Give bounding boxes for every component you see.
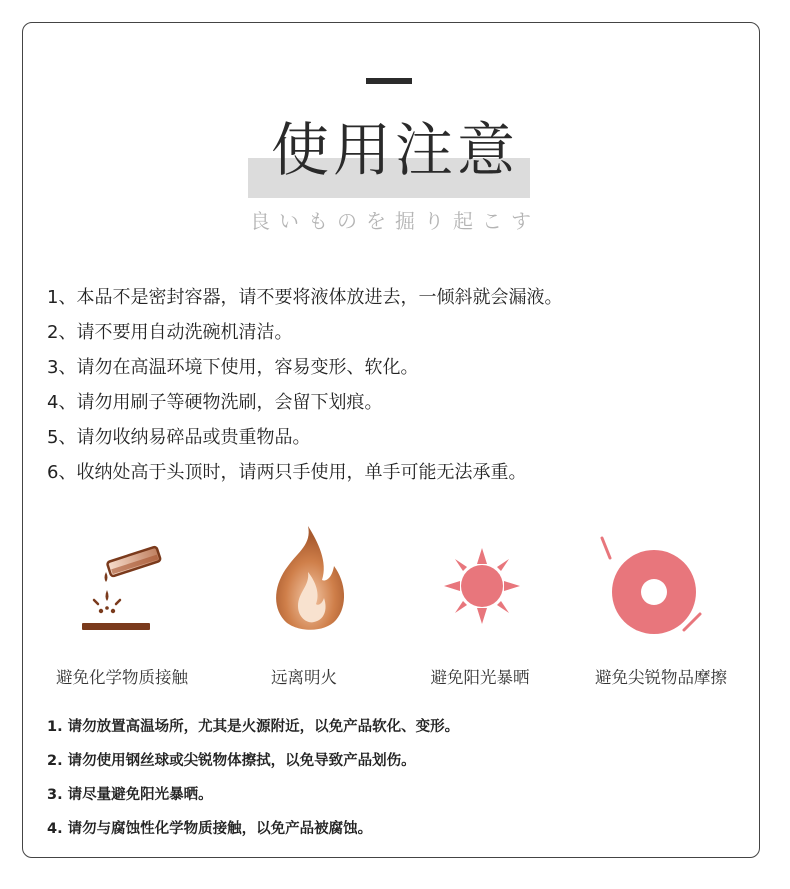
note-item: 2. 请勿使用钢丝球或尖锐物体擦拭，以免导致产品划伤。 [47, 753, 416, 769]
sun-icon [442, 546, 522, 626]
chemical-pour-icon [76, 540, 166, 635]
icon-label-fire: 远离明火 [271, 668, 337, 687]
rule-item: 4、请勿用刷子等硬物洗刷，会留下划痕。 [47, 392, 383, 413]
sharp-ring-icon [596, 534, 708, 638]
icon-label-sharp: 避免尖锐物品摩擦 [595, 668, 727, 687]
note-item: 4. 请勿与腐蚀性化学物质接触，以免产品被腐蚀。 [47, 821, 373, 837]
page-title: 使用注意 [270, 116, 519, 184]
icon-label-sun: 避免阳光暴晒 [430, 668, 530, 687]
rule-item: 5、请勿收纳易碎品或贵重物品。 [47, 427, 311, 448]
rule-item: 2、请不要用自动洗碗机清洁。 [47, 322, 293, 343]
rule-item: 6、收纳处高于头顶时，请两只手使用，单手可能无法承重。 [47, 462, 527, 483]
rule-item: 3、请勿在高温环境下使用，容易变形、软化。 [47, 357, 419, 378]
note-item: 3. 请尽量避免阳光暴晒。 [47, 787, 213, 803]
flame-icon [268, 522, 350, 634]
usage-rules-list [47, 280, 562, 490]
note-item: 1. 请勿放置高温场所，尤其是火源附近，以免产品软化、变形。 [47, 719, 460, 735]
icon-label-chemical: 避免化学物质接触 [56, 668, 188, 687]
page-subtitle: 良いものを掘り起こす [250, 209, 540, 233]
care-notes-list [47, 710, 459, 846]
rule-item: 1、本品不是密封容器，请不要将液体放进去，一倾斜就会漏液。 [47, 287, 563, 308]
title-dash [366, 78, 412, 84]
